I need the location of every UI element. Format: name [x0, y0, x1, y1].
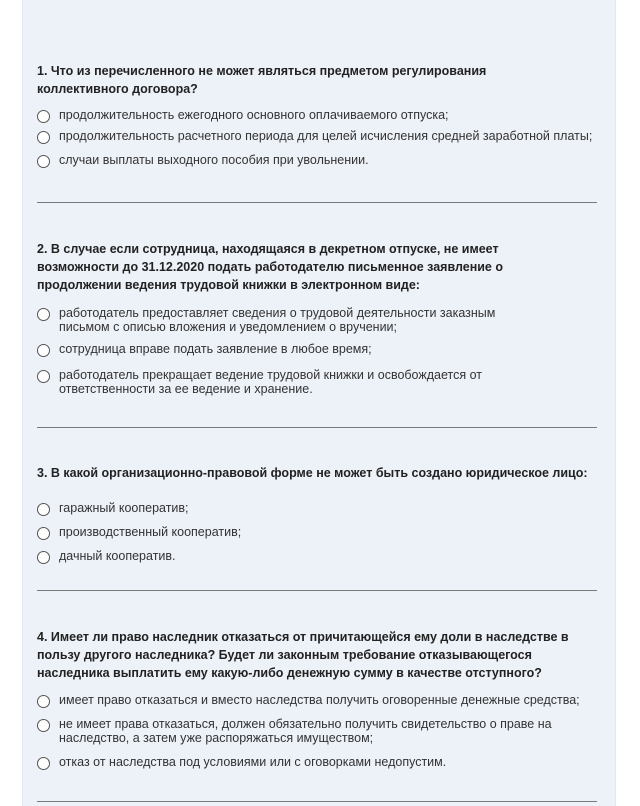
q4-option-3[interactable] — [37, 755, 597, 770]
q1-option-3[interactable] — [37, 153, 597, 168]
q4-option-2-label[interactable]: не имеет права отказаться, должен обязательно получить свидетельство о праве на наследство, а затем уже распоряжаться имуществом; — [59, 717, 552, 745]
radio-button[interactable] — [37, 370, 50, 383]
q3-option-2-label[interactable]: производственный кооператив; — [59, 525, 242, 539]
question-2-options — [37, 306, 597, 396]
q3-option-1-label[interactable]: гаражный кооператив; — [59, 501, 189, 515]
question-divider — [37, 202, 597, 203]
question-1-title: 1. Что из перечисленного не может являться предметом регулирования коллективного договора? — [37, 64, 487, 96]
question-3 — [37, 464, 597, 570]
q3-option-2[interactable] — [37, 525, 597, 540]
q2-option-2-label[interactable]: сотрудница вправе подать заявление в любое время; — [59, 342, 372, 356]
question-2-title: 2. В случае если сотрудница, находящаяся в декретном отпуске, не имеет возможности до 31.12.2020 подать работодателю письменное заявление о продолжении ведения трудовой книжки в электронном виде: — [37, 242, 503, 292]
q1-option-1-label[interactable]: продолжительность ежегодного основного оплачиваемого отпуска; — [59, 108, 449, 122]
q1-option-3-label[interactable]: случаи выплаты выходного пособия при увольнении. — [59, 153, 369, 167]
radio-button[interactable] — [37, 308, 50, 321]
question-4 — [37, 628, 597, 776]
question-3-options — [37, 501, 597, 564]
radio-button[interactable] — [37, 695, 50, 708]
question-4-options — [37, 693, 597, 770]
radio-button[interactable] — [37, 757, 50, 770]
q4-option-1[interactable] — [37, 693, 597, 708]
q4-option-1-label[interactable]: имеет право отказаться и вместо наследства получить оговоренные денежные средства; — [59, 693, 580, 707]
question-4-title: 4. Имеет ли право наследник отказаться от причитающейся ему доли в наследстве в пользу другого наследника? Будет ли законным требование отказывающегося наследника выплатить ему какую-либо денежную сумму в качестве отступного? — [37, 630, 569, 680]
radio-button[interactable] — [37, 551, 50, 564]
question-divider — [37, 427, 597, 428]
radio-button[interactable] — [37, 155, 50, 168]
question-divider — [37, 590, 597, 591]
q2-option-1[interactable] — [37, 306, 597, 334]
radio-button[interactable] — [37, 344, 50, 357]
q2-option-1-label[interactable]: работодатель предоставляет сведения о трудовой деятельности заказным письмом с описью вложения и уведомлением о вручении; — [59, 306, 496, 334]
q3-option-3[interactable] — [37, 549, 597, 564]
question-1 — [37, 62, 597, 174]
q3-option-3-label[interactable]: дачный кооператив. — [59, 549, 176, 563]
q4-option-2[interactable] — [37, 717, 597, 745]
q1-option-2-label[interactable]: продолжительность расчетного периода для целей исчисления средней заработной платы; — [59, 129, 593, 143]
radio-button[interactable] — [37, 131, 50, 144]
q3-option-1[interactable] — [37, 501, 597, 516]
question-2 — [37, 240, 597, 402]
radio-button[interactable] — [37, 503, 50, 516]
radio-button[interactable] — [37, 110, 50, 123]
q1-option-2[interactable] — [37, 129, 597, 144]
q4-option-3-label[interactable]: отказ от наследства под условиями или с оговорками недопустим. — [59, 755, 447, 769]
radio-button[interactable] — [37, 719, 50, 732]
q2-option-3-label[interactable]: работодатель прекращает ведение трудовой книжки и освобождается от ответственности за ее ведение и хранение. — [59, 368, 482, 396]
question-1-options — [37, 108, 597, 168]
q1-option-1[interactable] — [37, 108, 597, 123]
question-divider — [37, 801, 597, 802]
q2-option-3[interactable] — [37, 368, 597, 396]
q2-option-2[interactable] — [37, 342, 597, 357]
question-3-title: 3. В какой организационно-правовой форме не может быть создано юридическое лицо: — [37, 466, 588, 480]
radio-button[interactable] — [37, 527, 50, 540]
